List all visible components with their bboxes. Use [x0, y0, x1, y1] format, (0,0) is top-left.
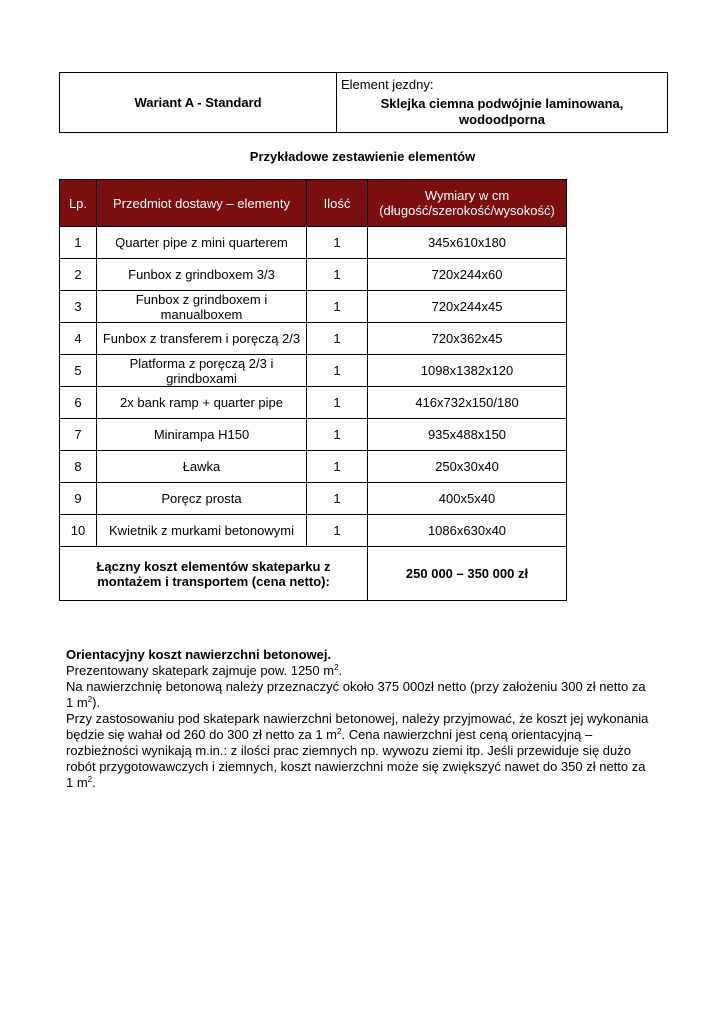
variant-header-table — [59, 72, 668, 133]
cell-lp: 1 — [60, 227, 97, 259]
cell-dimensions: 720x362x45 — [368, 323, 567, 355]
cell-qty: 1 — [307, 227, 368, 259]
cell-dimensions: 1086x630x40 — [368, 515, 567, 547]
col-header-lp: Lp. — [60, 180, 97, 227]
cell-lp: 4 — [60, 323, 97, 355]
cell-qty: 1 — [307, 323, 368, 355]
cell-item: Ławka — [97, 451, 307, 483]
variant-title: Wariant A - Standard — [60, 73, 337, 133]
cell-qty: 1 — [307, 419, 368, 451]
table-row — [60, 515, 567, 547]
cell-lp: 5 — [60, 355, 97, 387]
cell-dimensions: 720x244x60 — [368, 259, 567, 291]
notes-paragraph-area: Prezentowany skatepark zajmuje pow. 1250 $m^2$. — [66, 663, 343, 678]
cell-lp: 10 — [60, 515, 97, 547]
col-header-dimensions: Wymiary w cm (długość/szerokość/wysokość) — [368, 180, 567, 227]
col-header-item: Przedmiot dostawy – elementy — [97, 180, 307, 227]
cell-item: Poręcz prosta — [97, 483, 307, 515]
cell-dimensions: 345x610x180 — [368, 227, 567, 259]
table-row — [60, 291, 567, 323]
cell-item: Funbox z transferem i poręczą 2/3 — [97, 323, 307, 355]
element-label: Element jezdny: — [341, 77, 434, 92]
cell-dimensions: 416x732x150/180 — [368, 387, 567, 419]
notes-heading: Orientacyjny koszt nawierzchni betonowej. — [66, 647, 332, 662]
table-row — [60, 355, 567, 387]
cell-qty: 1 — [307, 483, 368, 515]
cell-lp: 3 — [60, 291, 97, 323]
total-row — [60, 547, 567, 601]
table-row — [60, 323, 567, 355]
table-row — [60, 259, 567, 291]
total-value: 250 000 – 350 000 zł — [368, 547, 567, 601]
table-row — [60, 451, 567, 483]
col-header-qty: Ilość — [307, 180, 368, 227]
table-header-row — [60, 180, 567, 227]
cell-item: Minirampa H150 — [97, 419, 307, 451]
cell-lp: 7 — [60, 419, 97, 451]
element-value: Sklejka ciemna podwójnie laminowana, wodoodporna — [380, 96, 624, 127]
cell-item: Funbox z grindboxem i manualboxem — [97, 291, 307, 323]
table-subtitle: Przykładowe zestawienie elementów — [249, 149, 476, 164]
cell-qty: 1 — [307, 387, 368, 419]
cell-qty: 1 — [307, 291, 368, 323]
cell-dimensions: 720x244x45 — [368, 291, 567, 323]
cell-qty: 1 — [307, 515, 368, 547]
table-row — [60, 227, 567, 259]
notes-paragraph-range: Przy zastosowaniu pod skatepark nawierzchni betonowej, należy przyjmować, że koszt jej wykonania będzie się wahał od 260 do 300 zł netto za 1 $m^2$. Cena nawierzchni jest ceną orientacyjną – rozbieżności wynikają m.in.: z ilości prac ziemnych np. wywozu ziemi itp. Jeśli przewiduje się dużo robót przygotowawczych i ziemnych, koszt nawierzchni może się zwiększyć nawet do 350 zł netto za 1 $m^2$. — [66, 711, 649, 790]
concrete-cost-notes — [66, 647, 656, 791]
cell-item: Quarter pipe z mini quarterem — [97, 227, 307, 259]
cell-dimensions: 1098x1382x120 — [368, 355, 567, 387]
elements-table — [59, 179, 567, 601]
cell-item: 2x bank ramp + quarter pipe — [97, 387, 307, 419]
cell-item: Funbox z grindboxem 3/3 — [97, 259, 307, 291]
table-row — [60, 483, 567, 515]
cell-dimensions: 250x30x40 — [368, 451, 567, 483]
table-row — [60, 419, 567, 451]
cell-dimensions: 400x5x40 — [368, 483, 567, 515]
cell-lp: 9 — [60, 483, 97, 515]
cell-qty: 1 — [307, 355, 368, 387]
cell-item: Kwietnik z murkami betonowymi — [97, 515, 307, 547]
cell-lp: 6 — [60, 387, 97, 419]
total-label: Łączny koszt elementów skateparku z montażem i transportem (cena netto): — [60, 547, 368, 601]
cell-lp: 8 — [60, 451, 97, 483]
element-cell — [337, 73, 668, 133]
cell-lp: 2 — [60, 259, 97, 291]
notes-paragraph-cost: Na nawierzchnię betonową należy przeznaczyć około 375 000zł netto (przy założeniu 300 zł netto za 1 $m^2$). — [66, 679, 646, 710]
cell-dimensions: 935x488x150 — [368, 419, 567, 451]
table-row — [60, 387, 567, 419]
cell-qty: 1 — [307, 259, 368, 291]
cell-item: Platforma z poręczą 2/3 i grindboxami — [97, 355, 307, 387]
cell-qty: 1 — [307, 451, 368, 483]
